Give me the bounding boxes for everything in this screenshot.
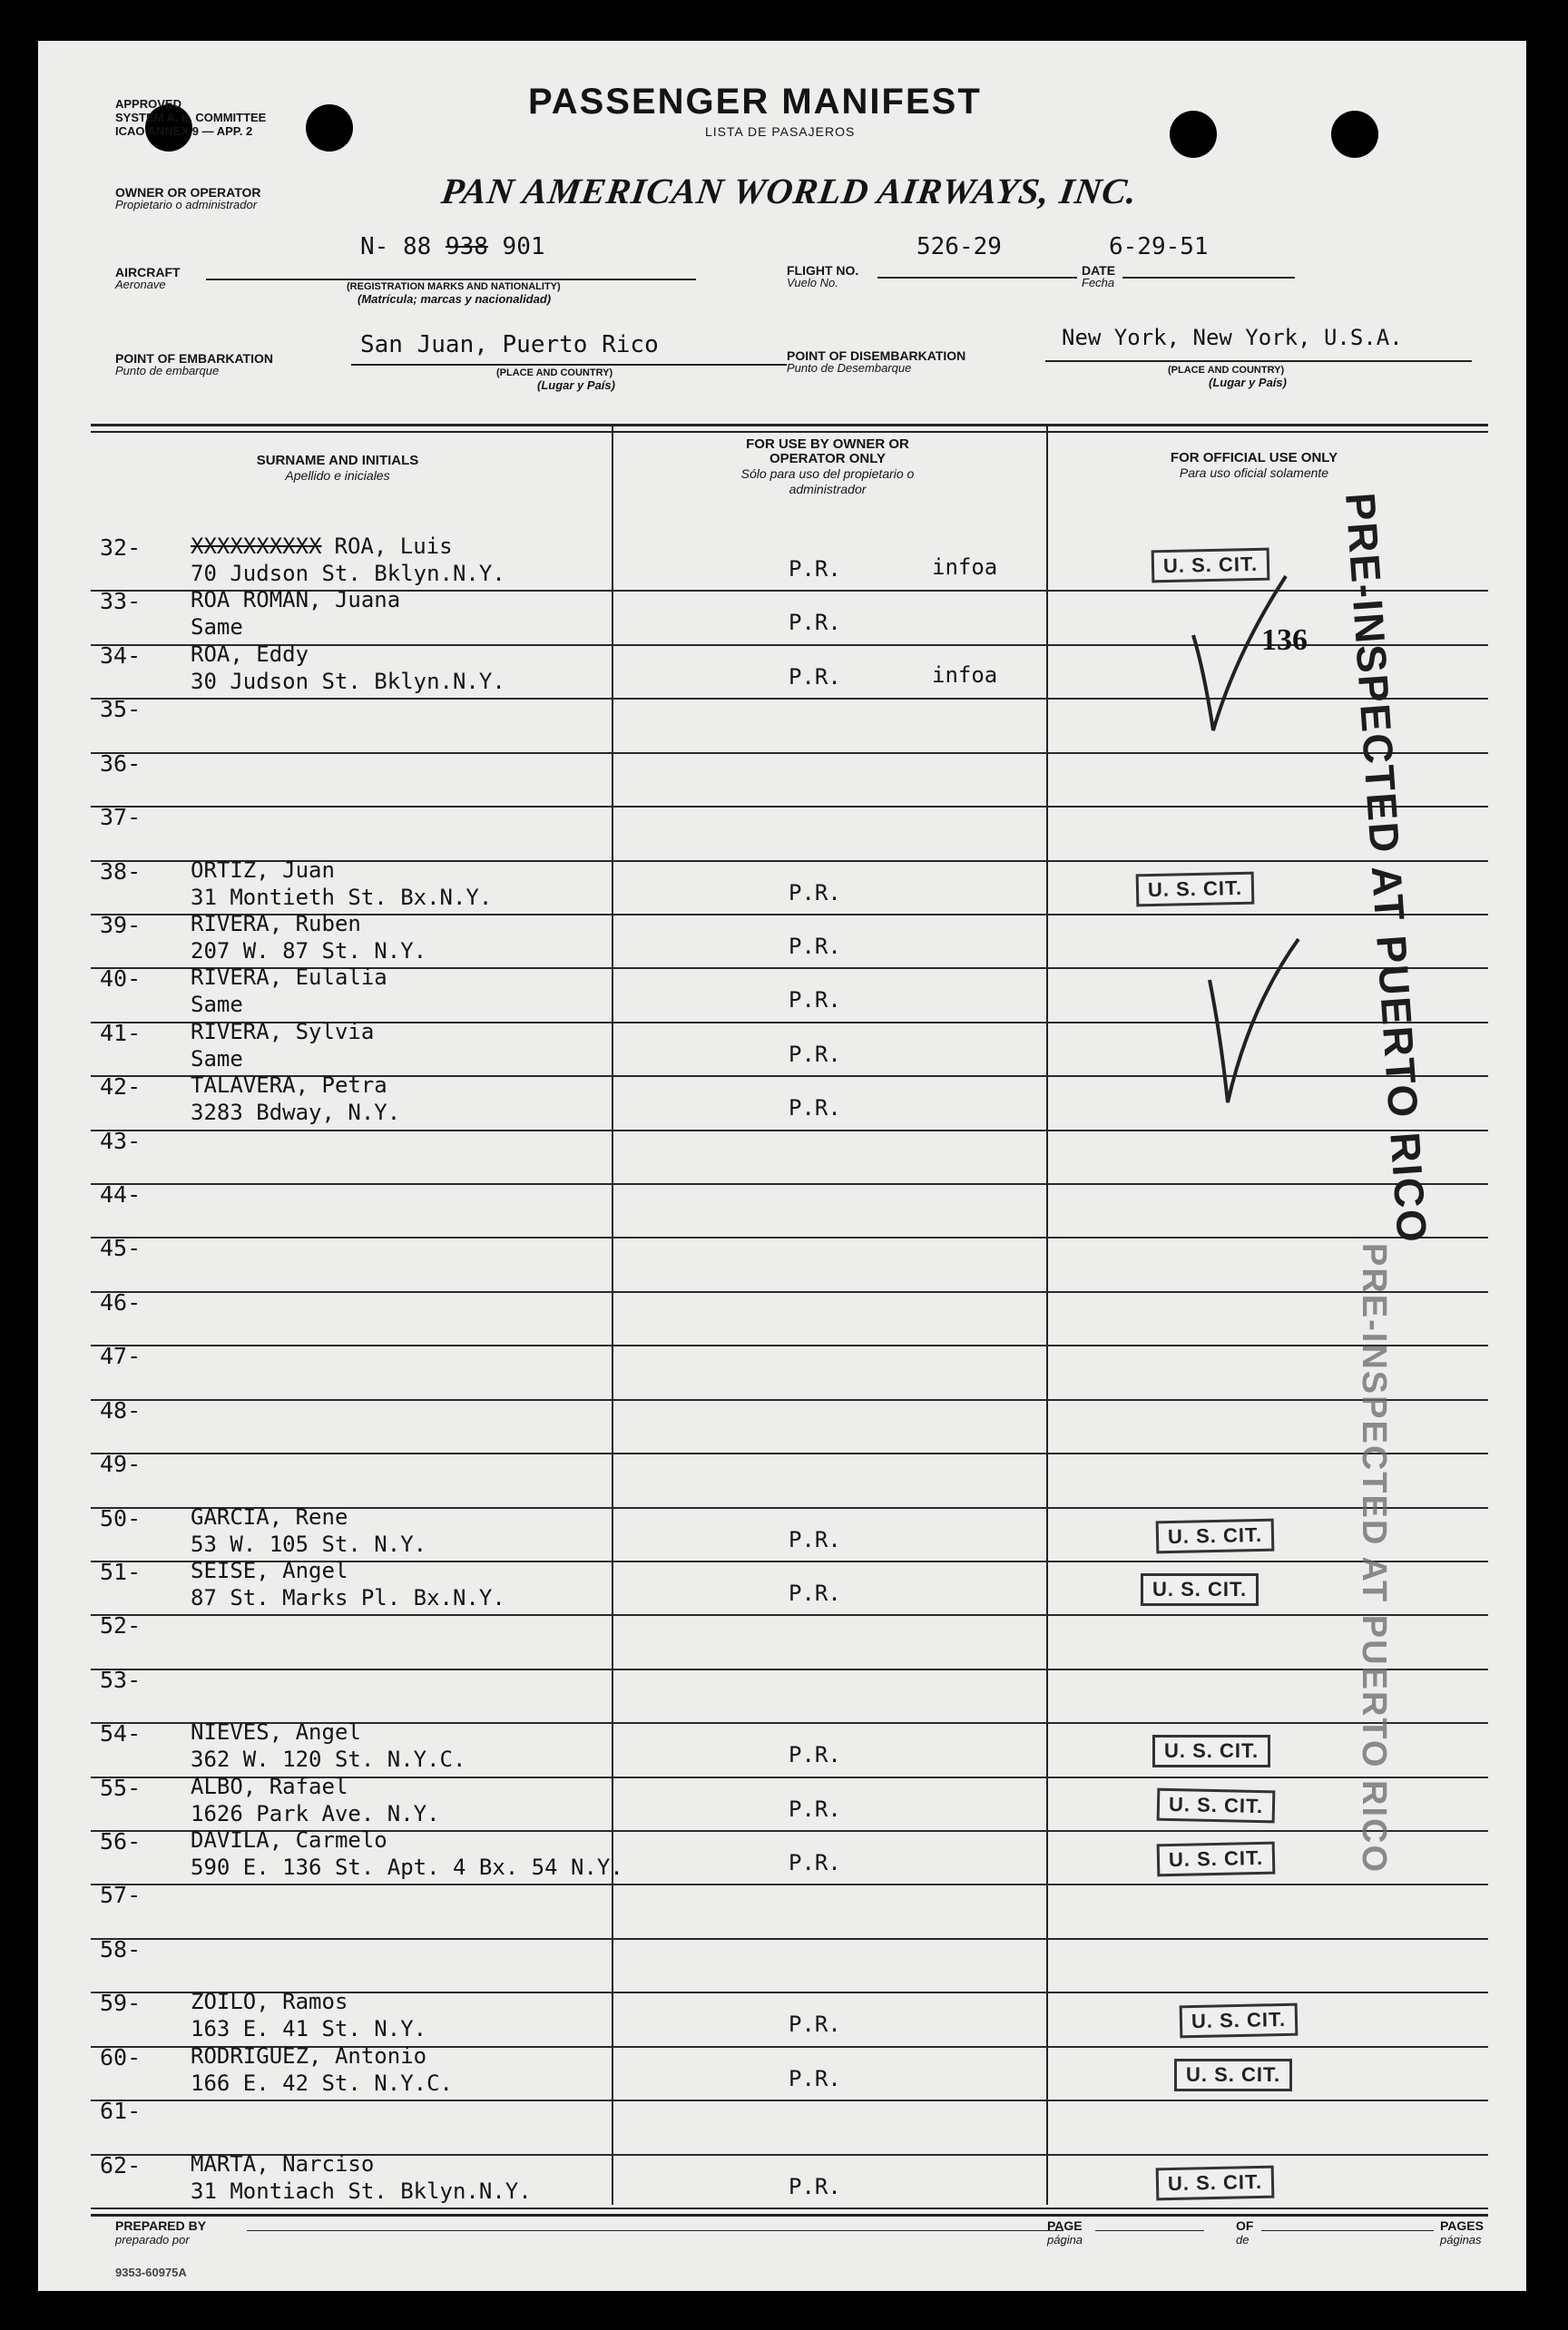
passenger-name <box>191 2150 532 2178</box>
approval-line: SYSTEM A. L. COMMITTEE <box>115 111 267 124</box>
date-underline <box>1122 277 1295 279</box>
pages-label-text: PAGES <box>1440 2218 1484 2233</box>
of-label <box>1236 2218 1253 2247</box>
flight-value: 526-29 <box>916 233 1002 260</box>
passenger-address: 30 Judson St. Bklyn.N.Y. <box>191 668 505 694</box>
name-column-title: SURNAME AND INITIALS <box>256 453 419 468</box>
passenger-address: 590 E. 136 St. Apt. 4 Bx. 54 N.Y. <box>191 1855 623 1881</box>
origin-code: P.R. <box>789 610 841 636</box>
row-number: 53- <box>100 1666 142 1693</box>
pages-label <box>1440 2218 1484 2247</box>
passenger-name <box>191 964 387 991</box>
registration-note: (REGISTRATION MARKS AND NATIONALITY) <box>347 281 561 292</box>
passenger-name-text: RIVERA, Eulalia <box>191 964 387 991</box>
origin-code: P.R. <box>789 987 841 1013</box>
row-number: 44- <box>100 1181 142 1209</box>
embarkation-underline <box>351 364 787 366</box>
disembarkation-place-note-es: (Lugar y País) <box>1209 376 1287 389</box>
origin-code: P.R. <box>789 556 841 582</box>
row-number: 50- <box>100 1504 142 1532</box>
date-label-es: Fecha <box>1082 276 1115 289</box>
aircraft-underline <box>206 279 696 280</box>
page-subtitle: LISTA DE PASAJEROS <box>705 124 856 139</box>
passenger-entry <box>191 641 505 695</box>
prepared-by-text-es: preparado por <box>115 2233 190 2247</box>
embarkation-place-note-es: (Lugar y País) <box>537 378 615 392</box>
row-rule <box>91 1669 1488 1670</box>
us-citizen-stamp: U. S. CIT. <box>1136 871 1255 906</box>
passenger-entry <box>191 533 505 587</box>
passenger-name <box>191 2042 453 2070</box>
count-annotation: 136 <box>1261 623 1308 657</box>
row-number: 62- <box>100 2151 142 2178</box>
of-underline <box>1261 2230 1434 2231</box>
owner-column-header <box>710 437 946 497</box>
owner-label: OWNER OR OPERATOR <box>115 185 261 200</box>
row-number: 47- <box>100 1343 142 1370</box>
origin-code: P.R. <box>789 1850 841 1876</box>
row-number: 45- <box>100 1235 142 1262</box>
passenger-entry <box>191 1773 440 1827</box>
passenger-address: Same <box>191 614 243 641</box>
row-rule <box>91 1884 1488 1885</box>
row-number: 54- <box>100 1720 142 1748</box>
row-rule <box>91 1614 1488 1616</box>
owner-label-es: Propietario o administrador <box>115 198 258 211</box>
page-label-text-es: página <box>1047 2233 1083 2247</box>
passenger-name-text: DAVILA, Carmelo <box>191 1827 387 1854</box>
row-number: 46- <box>100 1288 142 1316</box>
passenger-entry <box>191 1718 466 1773</box>
passenger-name-text: ORTIZ, Juan <box>191 857 335 883</box>
owner-column-title-es: Sólo para uso del propietario o administrador <box>740 466 915 496</box>
row-number: 34- <box>100 641 142 669</box>
row-rule <box>91 2208 1488 2209</box>
embarkation-label: POINT OF EMBARKATION <box>115 351 273 366</box>
origin-code: P.R. <box>789 1580 841 1606</box>
row-rule <box>91 1183 1488 1185</box>
embarkation-label-es: Punto de embarque <box>115 364 220 377</box>
passenger-name <box>191 641 505 668</box>
passenger-name-text: SEISE, Angel <box>191 1557 348 1583</box>
passenger-name <box>191 1072 400 1099</box>
row-number: 33- <box>100 588 142 615</box>
row-number: 37- <box>100 804 142 831</box>
table-bottom-rule <box>91 2214 1488 2217</box>
flight-label-es: Vuelo No. <box>787 276 838 289</box>
passenger-name <box>191 586 400 613</box>
row-number: 58- <box>100 1935 142 1963</box>
approval-line: APPROVED <box>115 97 181 111</box>
page-label-text: PAGE <box>1047 2218 1083 2233</box>
table-top-rule-2 <box>91 431 1488 433</box>
passenger-name <box>191 910 426 937</box>
passenger-name-text: ZOILO, Ramos <box>191 1989 348 2015</box>
passenger-address: 70 Judson St. Bklyn.N.Y. <box>191 561 505 586</box>
page-label <box>1047 2218 1083 2247</box>
info-note: infoa <box>932 554 998 580</box>
passenger-entry <box>191 586 400 641</box>
us-citizen-stamp: U. S. CIT. <box>1180 2003 1298 2039</box>
flight-label: FLIGHT NO. <box>787 263 859 278</box>
preinspection-stamp: PRE-INSPECTED AT PUERTO RICO <box>1336 491 1436 1246</box>
row-rule <box>91 1453 1488 1454</box>
passenger-address: 31 Montiach St. Bklyn.N.Y. <box>191 2178 532 2204</box>
passenger-entry <box>191 2150 532 2205</box>
passenger-name-text: ALBO, Rafael <box>191 1773 348 1799</box>
passenger-address: 207 W. 87 St. N.Y. <box>191 937 427 964</box>
row-rule <box>91 1345 1488 1346</box>
row-number: 43- <box>100 1127 142 1154</box>
passenger-name-text: MARTA, Narciso <box>191 2150 375 2177</box>
row-rule <box>91 1130 1488 1131</box>
of-label-text: OF <box>1236 2218 1254 2233</box>
check-mark-icon <box>1204 935 1304 1107</box>
owner-column-title: FOR USE BY OWNER OR OPERATOR ONLY <box>746 436 909 466</box>
row-number: 61- <box>100 2098 142 2125</box>
aircraft-registration: N- 88 938 901 <box>360 233 545 260</box>
page-title: PASSENGER MANIFEST <box>528 82 982 122</box>
passenger-entry <box>191 1557 505 1611</box>
passenger-name <box>191 1826 623 1854</box>
disembarkation-underline <box>1045 360 1472 362</box>
passenger-name-text: RODRIGUEZ, Antonio <box>191 2042 427 2069</box>
passenger-entry <box>191 2042 453 2097</box>
company-name: PAN AMERICAN WORLD AIRWAYS, INC. <box>438 171 1141 211</box>
passenger-address: 3283 Bdway, N.Y. <box>191 1100 401 1126</box>
passenger-name-text: ROA, Luis <box>334 534 453 559</box>
us-citizen-stamp: U. S. CIT. <box>1157 1787 1276 1823</box>
passenger-entry <box>191 1018 374 1072</box>
passenger-name-text: NIEVES, Angel <box>191 1719 361 1746</box>
row-number: 40- <box>100 965 142 993</box>
row-number: 60- <box>100 2043 142 2071</box>
prepared-by-label <box>115 2218 206 2247</box>
aircraft-value <box>360 233 545 260</box>
passenger-name <box>191 857 492 884</box>
row-number: 52- <box>100 1612 142 1640</box>
flight-underline <box>877 277 1077 279</box>
aircraft-label: AIRCRAFT <box>115 265 181 279</box>
official-column-title: FOR OFFICIAL USE ONLY <box>1170 450 1338 465</box>
row-number: 32- <box>100 534 142 561</box>
row-number: 51- <box>100 1558 142 1585</box>
passenger-name-text: ROA ROMAN, Juana <box>191 587 401 613</box>
passenger-entry <box>191 857 492 911</box>
passenger-name <box>191 1557 505 1584</box>
origin-code: P.R. <box>789 1742 841 1768</box>
passenger-address: Same <box>191 992 243 1018</box>
row-number: 49- <box>100 1451 142 1478</box>
row-number: 41- <box>100 1019 142 1046</box>
embarkation-value: San Juan, Puerto Rico <box>360 331 659 358</box>
disembarkation-label-es: Punto de Desembarque <box>787 361 912 375</box>
punch-hole <box>1331 111 1378 158</box>
us-citizen-stamp: U. S. CIT. <box>1156 1518 1275 1553</box>
row-rule <box>91 806 1488 808</box>
preinspection-stamp-faint: PRE-INSPECTED AT PUERTO RICO <box>1355 1243 1393 1875</box>
prepared-by-text: PREPARED BY <box>115 2218 207 2233</box>
passenger-address: 166 E. 42 St. N.Y.C. <box>191 2070 453 2096</box>
row-number: 36- <box>100 749 142 777</box>
passenger-entry <box>191 1072 400 1126</box>
passenger-name <box>191 1503 426 1531</box>
row-rule <box>91 1291 1488 1293</box>
us-citizen-stamp: U. S. CIT. <box>1156 2165 1275 2200</box>
table-top-rule <box>91 424 1488 426</box>
passenger-entry <box>191 1826 623 1881</box>
origin-code: P.R. <box>789 1526 841 1552</box>
us-citizen-stamp: U. S. CIT. <box>1152 1735 1270 1767</box>
passenger-name <box>191 1773 440 1800</box>
row-number: 59- <box>100 1990 142 2017</box>
punch-hole <box>1170 111 1217 158</box>
passenger-address: 163 E. 41 St. N.Y. <box>191 2016 427 2042</box>
passenger-name-text: TALAVERA, Petra <box>191 1072 387 1099</box>
origin-code: P.R. <box>789 933 841 959</box>
passenger-address: 31 Montieth St. Bx.N.Y. <box>191 884 493 910</box>
origin-code: P.R. <box>789 2012 841 2038</box>
origin-code: P.R. <box>789 2065 841 2091</box>
passenger-address: Same <box>191 1045 243 1072</box>
row-number: 55- <box>100 1774 142 1801</box>
us-citizen-stamp: U. S. CIT. <box>1152 548 1270 583</box>
passenger-address: 1626 Park Ave. N.Y. <box>191 1800 440 1826</box>
of-label-text-es: de <box>1236 2233 1250 2247</box>
row-rule <box>91 1399 1488 1401</box>
row-number: 39- <box>100 911 142 938</box>
name-column-header <box>183 454 492 484</box>
row-number: 56- <box>100 1828 142 1855</box>
registration-note-es: (Matrícula; marcas y nacionalidad) <box>358 292 552 306</box>
struck-text: XXXXXXXXXX <box>191 534 322 559</box>
disembarkation-value: New York, New York, U.S.A. <box>1062 325 1403 350</box>
name-column-title-es: Apellido e iniciales <box>285 468 390 483</box>
origin-code: P.R. <box>789 2173 841 2199</box>
passenger-name <box>191 1718 466 1746</box>
passenger-name-text: RIVERA, Sylvia <box>191 1018 375 1044</box>
origin-code: P.R. <box>789 1041 841 1067</box>
manifest-sheet <box>38 41 1526 2291</box>
embarkation-place-note: (PLACE AND COUNTRY) <box>496 367 613 378</box>
row-number: 48- <box>100 1396 142 1424</box>
row-number: 42- <box>100 1073 142 1101</box>
row-number: 35- <box>100 696 142 723</box>
date-value: 6-29-51 <box>1109 233 1209 260</box>
page-underline <box>1095 2230 1204 2231</box>
passenger-name <box>191 1018 374 1045</box>
pages-label-text-es: páginas <box>1440 2233 1482 2247</box>
official-column-title-es: Para uso oficial solamente <box>1179 465 1329 480</box>
info-note: infoa <box>932 661 998 688</box>
form-number: 9353-60975A <box>115 2266 187 2279</box>
us-citizen-stamp: U. S. CIT. <box>1157 1842 1276 1877</box>
us-citizen-stamp: U. S. CIT. <box>1141 1573 1259 1606</box>
passenger-name-text: ROA, Eddy <box>191 641 309 667</box>
prepared-by-underline <box>247 2230 1063 2231</box>
disembarkation-label: POINT OF DISEMBARKATION <box>787 348 966 363</box>
passenger-address: 87 St. Marks Pl. Bx.N.Y. <box>191 1584 505 1610</box>
aircraft-struck: 938 <box>445 233 488 260</box>
us-citizen-stamp: U. S. CIT. <box>1174 2059 1292 2091</box>
passenger-entry <box>191 1503 426 1558</box>
row-rule <box>91 752 1488 754</box>
row-rule <box>91 1938 1488 1940</box>
passenger-entry <box>191 910 426 964</box>
approval-line: ICAO ANNEX 9 — APP. 2 <box>115 124 253 138</box>
origin-code: P.R. <box>789 663 841 690</box>
passenger-entry <box>191 964 387 1018</box>
row-number: 57- <box>100 1882 142 1909</box>
passenger-name-text: GARCIA, Rene <box>191 1503 348 1530</box>
origin-code: P.R. <box>789 1095 841 1121</box>
passenger-entry <box>191 1988 426 2042</box>
passenger-name <box>191 1988 426 2015</box>
row-number: 38- <box>100 857 142 885</box>
origin-code: P.R. <box>789 1796 841 1822</box>
official-column-header <box>1109 451 1399 481</box>
date-label: DATE <box>1082 263 1116 278</box>
passenger-address: 53 W. 105 St. N.Y. <box>191 1531 427 1557</box>
disembarkation-place-note: (PLACE AND COUNTRY) <box>1168 365 1285 376</box>
passenger-name <box>191 533 505 560</box>
punch-hole <box>306 104 353 152</box>
passenger-address: 362 W. 120 St. N.Y.C. <box>191 1747 466 1773</box>
row-rule <box>91 1237 1488 1238</box>
approval-block <box>115 97 266 138</box>
passenger-name-text: RIVERA, Ruben <box>191 910 361 936</box>
row-rule <box>91 2100 1488 2101</box>
aircraft-label-es: Aeronave <box>115 278 166 291</box>
origin-code: P.R. <box>789 879 841 906</box>
